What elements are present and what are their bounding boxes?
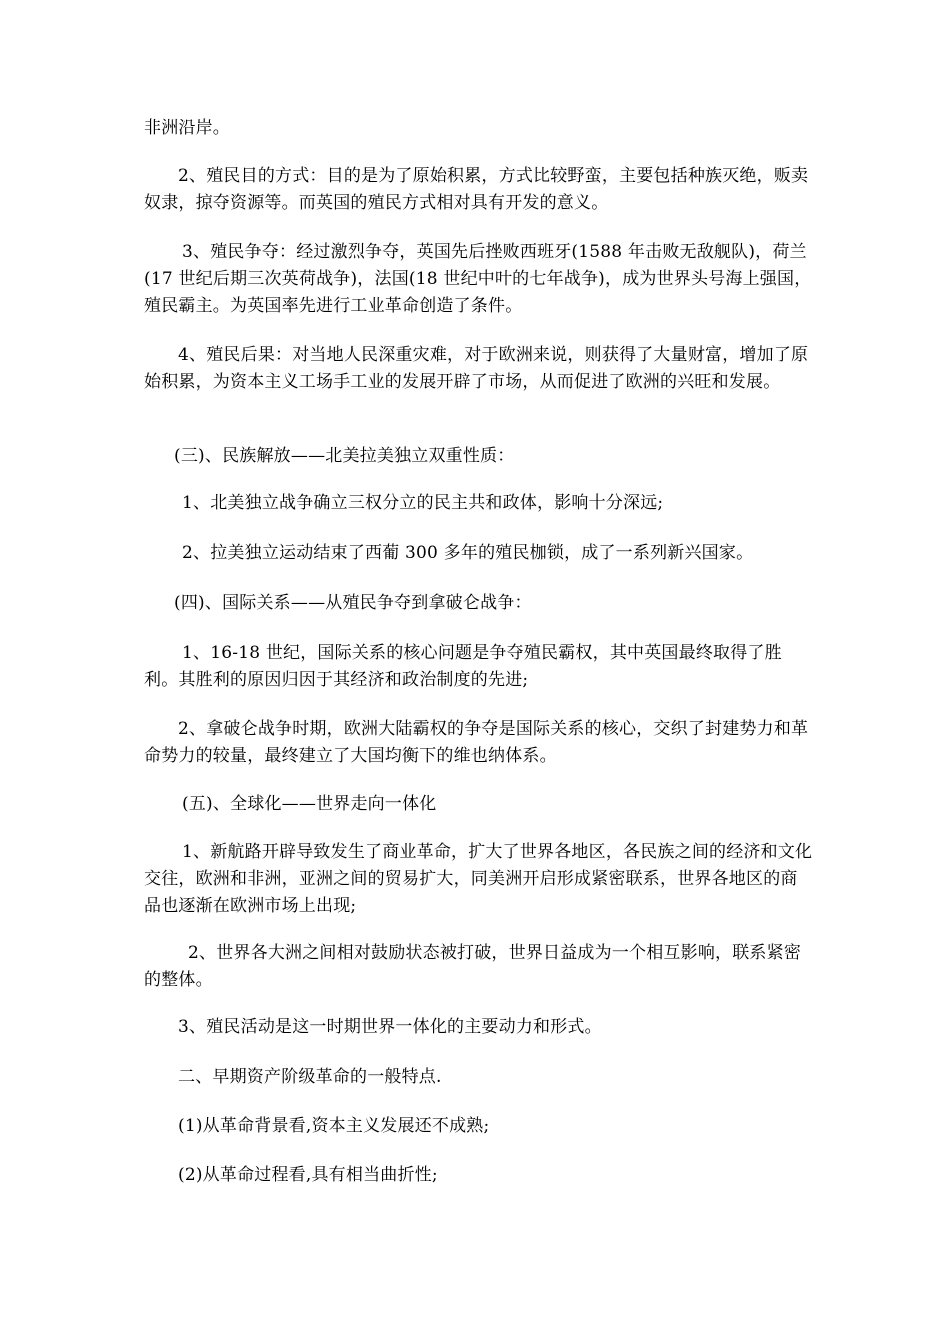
section-heading-international-relations: (四)、国际关系——从殖民争夺到拿破仑战争： bbox=[174, 593, 532, 613]
paragraph-north-america-independence: 1、北美独立战争确立三权分立的民主共和政体，影响十分深远; bbox=[182, 493, 664, 513]
paragraph-commercial-revolution: 1、新航路开辟导致发生了商业革命，扩大了世界各地区，各民族之间的经济和文化交往，欧洲和非洲，亚洲之间的贸易扩大，同美洲开启形成紧密联系，世界各地区的商品也逐渐在欧洲市场上出现; bbox=[144, 842, 813, 916]
paragraph-colonial-activity: 3、殖民活动是这一时期世界一体化的主要动力和形式。 bbox=[178, 1017, 602, 1037]
paragraph-colonial-hegemony: 1、16-18 世纪，国际关系的核心问题是争夺殖民霸权，其中英国最终取得了胜利。其胜利的原因归因于其经济和政治制度的先进; bbox=[144, 643, 782, 690]
section-heading-national-liberation: (三)、民族解放——北美拉美独立双重性质： bbox=[174, 446, 515, 466]
paragraph-colonial-purpose: 2、殖民目的方式：目的是为了原始积累，方式比较野蛮，主要包括种族灭绝，贩卖奴隶，掠夺资源等。而英国的殖民方式相对具有开发的意义。 bbox=[144, 166, 809, 213]
list-item-revolution-background: (1)从革命背景看,资本主义发展还不成熟; bbox=[178, 1116, 490, 1136]
paragraph-world-integration: 2、世界各大洲之间相对鼓励状态被打破，世界日益成为一个相互影响，联系紧密的整体。 bbox=[144, 943, 802, 990]
paragraph-continuation: 非洲沿岸。 bbox=[144, 118, 230, 138]
paragraph-latin-america-independence: 2、拉美独立运动结束了西葡 300 多年的殖民枷锁，成了一系列新兴国家。 bbox=[182, 543, 754, 563]
paragraph-colonial-rivalry: 3、殖民争夺：经过激烈争夺，英国先后挫败西班牙(1588 年击败无敌舰队)，荷兰(17 世纪后期三次英荷战争)，法国(18 世纪中叶的七年战争)，成为世界头号海上强国，殖民霸主。为英国率先进行工业革命创造了条件。 bbox=[144, 242, 812, 316]
list-item-revolution-process: (2)从革命过程看,具有相当曲折性; bbox=[178, 1165, 438, 1185]
section-heading-globalization: (五)、全球化——世界走向一体化 bbox=[182, 794, 437, 814]
paragraph-colonial-consequences: 4、殖民后果：对当地人民深重灾难，对于欧洲来说，则获得了大量财富，增加了原始积累，为资本主义工场手工业的发展开辟了市场，从而促进了欧洲的兴旺和发展。 bbox=[144, 345, 809, 392]
section-heading-bourgeois-revolution: 二、早期资产阶级革命的一般特点. bbox=[178, 1067, 442, 1087]
paragraph-napoleonic-wars: 2、拿破仑战争时期，欧洲大陆霸权的争夺是国际关系的核心，交织了封建势力和革命势力的较量，最终建立了大国均衡下的维也纳体系。 bbox=[144, 719, 809, 766]
